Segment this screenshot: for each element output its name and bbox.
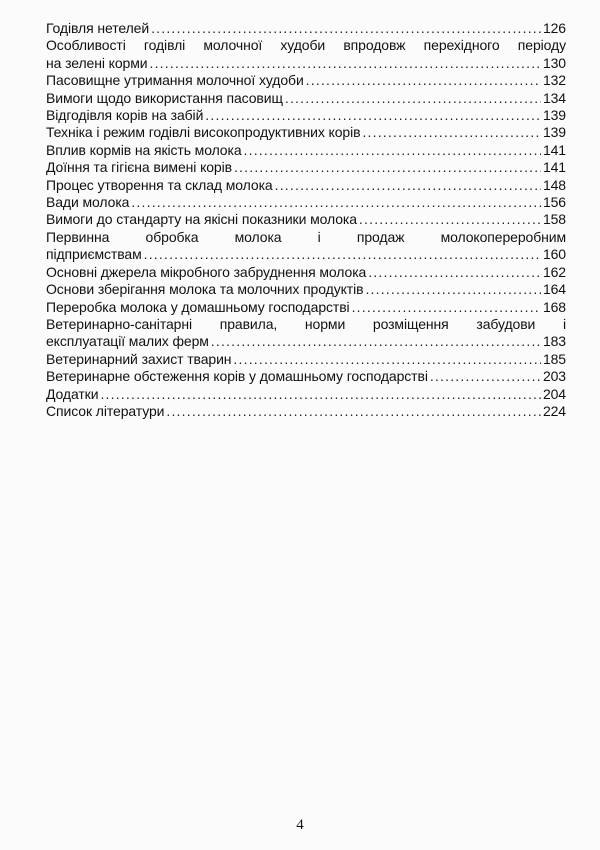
toc-entry [46, 229, 566, 264]
toc-leader-dots [362, 124, 541, 141]
toc-entry-title: Вимоги щодо використання пасовищ [46, 89, 283, 106]
toc-leader-dots [352, 299, 541, 316]
toc-leader-dots [144, 246, 541, 263]
toc-entry-page: 158 [542, 211, 566, 228]
toc-entry-page: 130 [542, 54, 566, 71]
toc-entry-page: 134 [542, 89, 566, 106]
toc-entry-title: Ветеринарне обстеження корів у домашньому господарстві [46, 368, 428, 385]
toc-entry [46, 72, 566, 89]
toc-entry-title: Відгодівля корів на забій [46, 107, 204, 124]
toc-entry-page: 160 [542, 246, 566, 263]
toc-entry-title: Техніка і режим годівлі високопродуктивних корів [46, 124, 361, 141]
toc-entry-title-line1: Особливості годівлі молочної худоби впродовж перехідного періоду [46, 37, 566, 54]
toc-entry [46, 159, 566, 176]
table-of-contents [46, 20, 566, 420]
toc-entry-page: 162 [542, 263, 566, 280]
toc-entry-title-line2: підприємствам [46, 246, 142, 263]
toc-entry-title: Доїння та гігієна вимені корів [46, 159, 232, 176]
toc-leader-dots [233, 351, 541, 368]
toc-leader-dots [131, 194, 541, 211]
toc-entry-page: 139 [542, 107, 566, 124]
toc-entry [46, 403, 566, 420]
toc-leader-dots [285, 90, 541, 107]
toc-entry-title: Основи зберігання молока та молочних продуктів [46, 281, 364, 298]
toc-entry [46, 264, 566, 281]
toc-entry [46, 211, 566, 228]
toc-entry-page: 141 [542, 159, 566, 176]
toc-entry [46, 194, 566, 211]
toc-entry [46, 142, 566, 159]
toc-leader-dots [211, 333, 541, 350]
toc-leader-dots [359, 211, 541, 228]
toc-entry-title: Вимоги до стандарту на якісні показники молока [46, 211, 357, 228]
toc-entry-page: 203 [542, 368, 566, 385]
toc-leader-dots [234, 159, 541, 176]
toc-entry-page: 126 [542, 20, 566, 36]
toc-leader-dots [368, 264, 541, 281]
toc-leader-dots [244, 142, 541, 159]
toc-entry-page: 139 [542, 124, 566, 141]
toc-entry-page: 141 [542, 141, 566, 158]
toc-entry [46, 351, 566, 368]
toc-entry-page: 148 [542, 176, 566, 193]
toc-entry-title-line1: Первинна обробка молока і продаж молокопереробним [46, 228, 566, 245]
toc-leader-dots [275, 177, 541, 194]
toc-entry-page: 224 [542, 402, 566, 419]
toc-entry-title: Вади молока [46, 194, 130, 211]
toc-entry [46, 107, 566, 124]
toc-entry-page: 183 [542, 333, 566, 350]
toc-entry-title: Список літератури [46, 402, 165, 419]
toc-entry-page: 168 [542, 298, 566, 315]
toc-entry-title: Пасовищне утримання молочної худоби [46, 72, 304, 89]
toc-entry [46, 316, 566, 351]
toc-entry-title-line1: Ветеринарно-санітарні правила, норми розміщення забудови і [46, 315, 566, 332]
toc-entry-title: Додатки [46, 385, 99, 402]
toc-leader-dots [166, 403, 541, 420]
toc-entry [46, 90, 566, 107]
toc-leader-dots [365, 281, 541, 298]
toc-leader-dots [430, 368, 541, 385]
toc-leader-dots [149, 55, 540, 72]
toc-leader-dots [151, 20, 541, 37]
toc-leader-dots [306, 72, 541, 89]
toc-entry-title: Вплив кормів на якість молока [46, 141, 242, 158]
toc-entry [46, 299, 566, 316]
toc-entry [46, 386, 566, 403]
toc-leader-dots [100, 386, 541, 403]
toc-entry-title: Переробка молока у домашньому господарстві [46, 298, 350, 315]
toc-entry [46, 124, 566, 141]
toc-entry [46, 368, 566, 385]
toc-entry-title: Процес утворення та склад молока [46, 176, 273, 193]
toc-entry-page: 185 [542, 350, 566, 367]
toc-entry-page: 164 [542, 281, 566, 298]
toc-entry [46, 281, 566, 298]
toc-entry [46, 20, 566, 37]
toc-entry-title: Ветеринарний захист тварин [46, 350, 232, 367]
toc-entry-page: 156 [542, 194, 566, 211]
toc-entry-title: Годівля нетелей [46, 20, 150, 36]
toc-entry [46, 177, 566, 194]
toc-entry-title-line2: експлуатації малих ферм [46, 333, 209, 350]
toc-entry-title: Основні джерела мікробного забруднення молока [46, 263, 367, 280]
toc-entry [46, 37, 566, 72]
page-number: 4 [296, 817, 304, 833]
toc-entry-title-line2: на зелені корми [46, 54, 148, 71]
toc-entry-page: 132 [542, 72, 566, 89]
toc-entry-page: 204 [542, 385, 566, 402]
toc-leader-dots [205, 107, 541, 124]
